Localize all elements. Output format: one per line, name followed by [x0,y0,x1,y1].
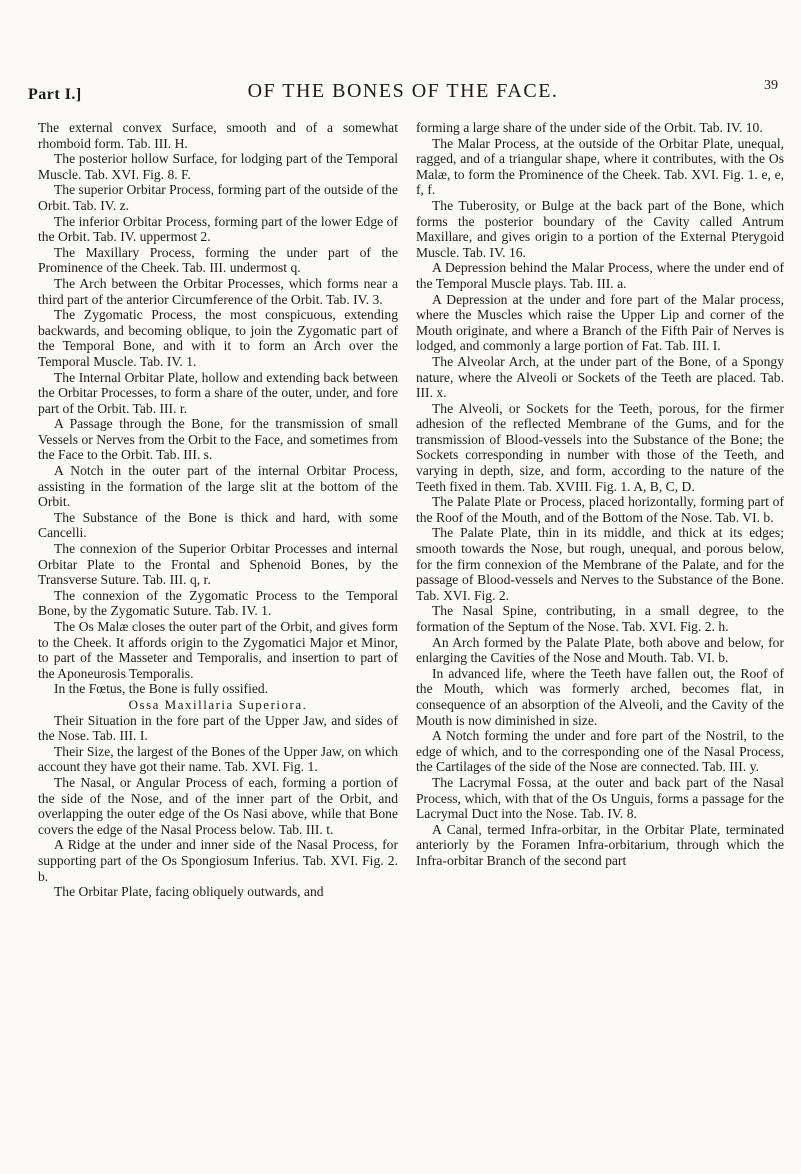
paragraph: Their Size, the largest of the Bones of the Upper Jaw, on which account they have got their name. Tab. XVI. Fig. 1. [38,743,398,775]
paragraph: The Palate Plate, thin in its middle, and thick at its edges; smooth towards the Nose, but rough, unequal, and porous below, for the firm connexion of the Membrane of the Palate, and for the passage of Blood-vessels and Nerves to the Substance of the Bone. Tab. XVI. Fig. 2. [416,525,784,603]
paragraph: The Zygomatic Process, the most conspicuous, extending backwards, and becoming oblique, to join the Zygomatic part of the Temporal Bone, and with it to form an Arch over the Temporal Muscle. Tab. IV. 1. [38,307,398,369]
paragraph: A Notch in the outer part of the internal Orbitar Process, assisting in the formation of the large slit at the bottom of the Orbit. [38,463,398,510]
paragraph: A Depression behind the Malar Process, where the under end of the Temporal Muscle plays. Tab. III. a. [416,260,784,291]
paragraph: The Tuberosity, or Bulge at the back part of the Bone, which forms the posterior boundary of the Cavity called Antrum Maxillare, and gives origin to a portion of the External Pterygoid Muscle. Tab. IV. 16. [416,197,784,260]
paragraph: The Lacrymal Fossa, at the outer and back part of the Nasal Process, which, with that of the Os Unguis, forms a passage for the Lacrymal Duct into the Nose. Tab. IV. 8. [416,774,784,822]
paragraph: The Palate Plate or Process, placed horizontally, forming part of the Roof of the Mouth, and of the Bottom of the Nose. Tab. VI. b. [416,494,784,525]
left-column [38,120,398,900]
paragraph: In advanced life, where the Teeth have fallen out, the Roof of the Mouth, which was formerly arched, becomes flat, in consequence of an absorption of the Alveoli, and the Cavity of the Mouth is now diminished in size. [416,665,784,728]
paragraph: A Depression at the under and fore part of the Malar process, where the Muscles which raise the Upper Lip and corner of the Mouth originate, and where a Branch of the Fifth Pair of Nerves is lodged, and commonly a large portion of Fat. Tab. III. I. [416,291,784,354]
paragraph: The Malar Process, at the outside of the Orbitar Plate, unequal, ragged, and of a triangular shape, where it contributes, with the Os Malæ, to form the Prominence of the Cheek. Tab. XVI. Fig. 1. e, e, f, f. [416,135,784,198]
paragraph: The Os Malæ closes the outer part of the Orbit, and gives form to the Cheek. It affords origin to the Zygomatici Major et Minor, to part of the Masseter and Temporalis, and insertion to part of the Aponeurosis Temporalis. [38,619,398,681]
paragraph: The Arch between the Orbitar Processes, which forms near a third part of the anterior Circumference of the Orbit. Tab. IV. 3. [38,275,398,307]
right-column [416,120,784,869]
paragraph: Their Situation in the fore part of the Upper Jaw, and sides of the Nose. Tab. III. I. [38,712,398,744]
section-heading: Ossa Maxillaria Superiora. [128,696,308,712]
paragraph: A Ridge at the under and inner side of the Nasal Process, for supporting part of the Os Spongiosum Inferius. Tab. XVI. Fig. 2. b. [38,837,398,884]
paragraph: The Substance of the Bone is thick and hard, with some Cancelli. [38,509,398,541]
paragraph: The Alveolar Arch, at the under part of the Bone, of a Spongy nature, where the Alveoli or Sockets of the Teeth are placed. Tab. III. x. [416,353,784,401]
part-label: Part I.] [28,86,82,103]
paragraph: The connexion of the Zygomatic Process to the Temporal Bone, by the Zygomatic Suture. Tab. IV. 1. [38,587,398,619]
paragraph: The Nasal Spine, contributing, in a small degree, to the formation of the Septum of the Nose. Tab. XVI. Fig. 2. h. [416,603,784,634]
paragraph: The connexion of the Superior Orbitar Processes and internal Orbitar Plate to the Frontal and Sphenoid Bones, by the Transverse Suture. Tab. III. q, r. [38,541,398,588]
paragraph: In the Fœtus, the Bone is fully ossified. [54,681,269,697]
paragraph: An Arch formed by the Palate Plate, both above and below, for enlarging the Cavities of the Nose and Mouth. Tab. VI. b. [416,634,784,666]
paragraph: The posterior hollow Surface, for lodging part of the Temporal Muscle. Tab. XVI. Fig. 8. F. [38,151,398,182]
paragraph: A Notch forming the under and fore part of the Nostril, to the edge of which, and to the corresponding one of the Nasal Process, the Cartilages of the side of the Nose are connected. Tab. III. y. [416,728,784,775]
paragraph: The external convex Surface, smooth and of a somewhat rhomboid form. Tab. III. H. [38,120,398,151]
paragraph: The superior Orbitar Process, forming part of the outside of the Orbit. Tab. IV. z. [38,182,398,213]
paragraph: The Alveoli, or Sockets for the Teeth, porous, for the firmer adhesion of the reflected Membrane of the Gums, and for the transmission of Blood-vessels into the Substance of the Bone; the Sockets corresponding in number with those of the Teeth, and varying in depth, size, and form, according to the nature of the Teeth fixed in them. Tab. XVIII. Fig. 1. A, B, C, D. [416,400,784,494]
paragraph: A Passage through the Bone, for the transmission of small Vessels or Nerves from the Orbit to the Face, and sometimes from the Face to the Orbit. Tab. III. s. [38,416,398,463]
running-header [28,76,778,110]
paragraph: forming a large share of the under side of the Orbit. Tab. IV. 10. [416,120,763,135]
paragraph: The Maxillary Process, forming the under part of the Prominence of the Cheek. Tab. III. undermost q. [38,244,398,276]
paragraph: The Nasal, or Angular Process of each, forming a portion of the side of the Nose, and of the inner part of the Orbit, and overlapping the outer edge of the Os Nasi above, while that Bone covers the edge of the Nasal Process below. Tab. III. t. [38,774,398,837]
paragraph: A Canal, termed Infra-orbitar, in the Orbitar Plate, terminated anteriorly by the Foramen Infra-orbitarium, through which the Infra-orbitar Branch of the second part [416,821,784,868]
page-title: OF THE BONES OF THE FACE. [247,80,559,102]
paragraph: The Orbitar Plate, facing obliquely outwards, and [54,884,324,900]
page-number: 39 [764,78,778,93]
paragraph: The inferior Orbitar Process, forming part of the lower Edge of the Orbit. Tab. IV. uppermost 2. [38,213,398,245]
paragraph: The Internal Orbitar Plate, hollow and extending back between the Orbitar Processes, to form a share of the outer, under, and fore part of the Orbit. Tab. III. r. [38,369,398,416]
